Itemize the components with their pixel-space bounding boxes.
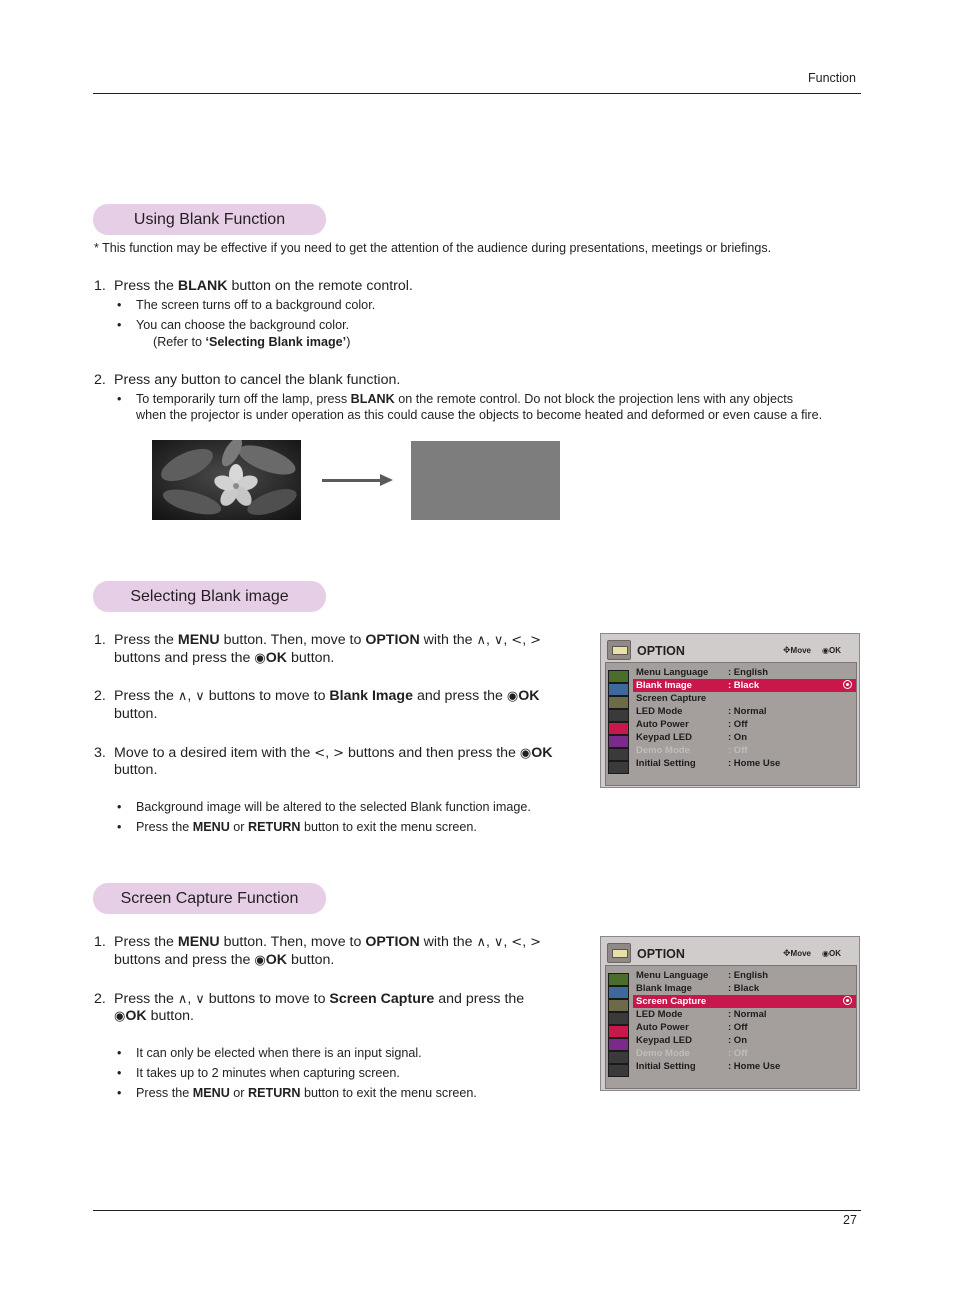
menu-row-value: : Normal xyxy=(728,706,767,717)
menu-row-value: : On xyxy=(728,732,747,743)
ok-icon: ◉ xyxy=(822,646,829,655)
menu-keyword: MENU xyxy=(192,820,230,834)
return-keyword: RETURN xyxy=(248,1086,301,1100)
section-title-selecting-blank: Selecting Blank image xyxy=(93,581,326,612)
bullet-text: It can only be elected when there is an input signal. xyxy=(136,1046,422,1060)
menu-row-value: : Off xyxy=(728,1048,748,1059)
step-text: Press the xyxy=(114,632,178,648)
menu-row-value: : Off xyxy=(728,719,748,730)
menu-row-label: Screen Capture xyxy=(636,996,707,1007)
option-menu-screenshot xyxy=(600,936,860,1091)
bullet-text: or xyxy=(229,1086,248,1100)
menu-row-initial-setting[interactable] xyxy=(633,757,856,770)
setup-category-icon xyxy=(608,748,629,761)
step-text: buttons to move to xyxy=(204,991,330,1007)
menu-row-label: Demo Mode xyxy=(636,1048,690,1059)
option-menu-icon xyxy=(607,640,631,660)
menu-row-menu-language[interactable] xyxy=(633,666,856,679)
bullet-text: The screen turns off to a background color. xyxy=(136,298,376,312)
menu-row-value: : English xyxy=(728,667,769,678)
step-text: Press any button to cancel the blank function. xyxy=(114,372,401,388)
menu-row-label: Keypad LED xyxy=(636,1035,692,1046)
up-arrow-icon: ∧ xyxy=(476,633,486,648)
up-arrow-icon: ∧ xyxy=(177,689,188,704)
section-title-screen-capture: Screen Capture Function xyxy=(93,883,326,914)
menu-row-initial-setting[interactable] xyxy=(633,1060,856,1073)
menu-keyword: MENU xyxy=(177,632,220,648)
menu-row-value: : Black xyxy=(728,983,760,994)
up-arrow-icon: ∧ xyxy=(177,992,188,1007)
option-category-icon xyxy=(608,1025,629,1038)
ok-keyword: OK xyxy=(531,745,553,761)
step-text: Move to a desired item with the xyxy=(114,745,315,761)
blank-keyword: BLANK xyxy=(350,392,395,406)
picture-category-icon xyxy=(608,973,629,986)
flower-photo xyxy=(152,440,301,520)
audio-category-icon xyxy=(608,696,629,709)
step-text: Press the xyxy=(114,991,178,1007)
arrow-line xyxy=(322,479,384,482)
blank-keyword: BLANK xyxy=(177,278,228,294)
option-keyword: OPTION xyxy=(365,632,420,648)
blank-function-note: * This function may be effective if you need to get the attention of the audience during presentations, meetings or briefings. xyxy=(94,241,772,255)
step-text: Press the xyxy=(114,278,178,294)
option-menu-screenshot xyxy=(600,633,860,788)
ok-keyword: OK xyxy=(265,650,288,666)
running-header: Function xyxy=(808,71,856,85)
menu-row-label: LED Mode xyxy=(636,1009,683,1020)
menu-row-blank-image[interactable] xyxy=(633,679,856,692)
menu-row-label: Menu Language xyxy=(636,667,709,678)
menu-category-icons xyxy=(605,967,630,1087)
page-number: 27 xyxy=(843,1213,857,1227)
menu-category-icons xyxy=(605,664,630,784)
ok-icon xyxy=(843,680,852,689)
picture-category-icon xyxy=(608,670,629,683)
menu-row-value: : English xyxy=(728,970,769,981)
ok-hint-label: OK xyxy=(828,646,841,655)
step-text: buttons and press the xyxy=(114,650,255,666)
step-text: and press the xyxy=(434,991,525,1007)
menu-row-auto-power[interactable] xyxy=(633,718,856,731)
step-number: 2. xyxy=(94,688,106,704)
menu-row-label: Blank Image xyxy=(636,680,692,691)
menu-row-demo-mode xyxy=(633,1047,856,1060)
step-text: button. Then, move to xyxy=(219,632,366,648)
blank-screen-image xyxy=(411,441,560,520)
step-text: buttons and then press the xyxy=(344,745,520,761)
move-hint xyxy=(783,646,811,656)
menu-row-label: Initial Setting xyxy=(636,1061,696,1072)
move-hint-label: Move xyxy=(790,646,811,655)
ok-icon: ◉ xyxy=(822,949,829,958)
option-category-icon xyxy=(608,722,629,735)
down-arrow-icon: ∨ xyxy=(195,992,205,1007)
bullet-text: button to exit the menu screen. xyxy=(300,1086,477,1100)
input-category-icon xyxy=(608,1064,629,1077)
menu-row-label: Auto Power xyxy=(636,719,689,730)
step-number: 1. xyxy=(94,934,106,950)
ok-hint xyxy=(822,646,841,655)
menu-row-label: LED Mode xyxy=(636,706,683,717)
menu-row-value: : Off xyxy=(728,745,748,756)
reference-text: (Refer to xyxy=(153,335,206,349)
menu-row-demo-mode xyxy=(633,744,856,757)
bullet-text: Press the xyxy=(136,820,193,834)
ok-keyword: OK xyxy=(265,952,288,968)
right-arrow-icon: > xyxy=(530,935,541,950)
bullet-text: Press the xyxy=(136,1086,193,1100)
blank-image-keyword: Blank Image xyxy=(329,688,413,704)
step-text: Press the xyxy=(114,934,178,950)
ok-hint xyxy=(822,949,841,958)
time-category-icon xyxy=(608,709,629,722)
reference-text: ) xyxy=(346,335,351,349)
step-text: with the xyxy=(419,632,477,648)
input-category-icon xyxy=(608,761,629,774)
menu-row-screen-capture[interactable] xyxy=(633,995,856,1008)
screen-category-icon xyxy=(608,986,629,999)
step-text: button on the remote control. xyxy=(227,278,413,294)
ok-icon: ◉ xyxy=(506,689,519,704)
screen-capture-keyword: Screen Capture xyxy=(329,991,435,1007)
menu-row-value: : Black xyxy=(728,680,760,691)
down-arrow-icon: ∨ xyxy=(195,689,205,704)
menu-row-keypad-led[interactable] xyxy=(633,731,856,744)
menu-row-screen-capture[interactable] xyxy=(633,692,856,705)
step-number: 2. xyxy=(94,991,106,1007)
footer-rule xyxy=(93,1210,861,1211)
menu-row-label: Menu Language xyxy=(636,970,709,981)
menu-keyword: MENU xyxy=(192,1086,230,1100)
setup-category-icon xyxy=(608,1051,629,1064)
menu-row-blank-image[interactable] xyxy=(633,982,856,995)
menu-row-label: Keypad LED xyxy=(636,732,692,743)
menu-row-keypad-led[interactable] xyxy=(633,1034,856,1047)
menu-row-menu-language[interactable] xyxy=(633,969,856,982)
ok-hint-label: OK xyxy=(828,949,841,958)
step-text: button. xyxy=(146,1008,194,1024)
bullet-text: button to exit the menu screen. xyxy=(300,820,477,834)
option-menu-title: OPTION xyxy=(637,947,685,961)
step-number: 1. xyxy=(94,278,106,294)
option-menu-title: OPTION xyxy=(637,644,685,658)
ok-icon: ◉ xyxy=(114,1009,126,1024)
audio-category-icon xyxy=(608,999,629,1012)
move-icon: ✥ xyxy=(783,949,791,959)
time-category-icon xyxy=(608,1012,629,1025)
menu-row-auto-power[interactable] xyxy=(633,1021,856,1034)
menu-row-value: : Off xyxy=(728,1022,748,1033)
step-text: button. xyxy=(114,706,158,722)
step-text: buttons to move to xyxy=(204,688,330,704)
step-text: with the xyxy=(419,934,477,950)
option-keyword: OPTION xyxy=(365,934,420,950)
step-text: button. xyxy=(287,952,335,968)
step-text: Press the xyxy=(114,688,178,704)
menu-row-value: : Home Use xyxy=(728,758,781,769)
menu-row-label: Screen Capture xyxy=(636,693,707,704)
header-rule xyxy=(93,93,861,94)
reference-link-text: ‘Selecting Blank image’ xyxy=(205,335,347,349)
menu-keyword: MENU xyxy=(177,934,220,950)
menu-row-label: Demo Mode xyxy=(636,745,690,756)
right-arrow-icon: > xyxy=(530,633,541,648)
ok-icon xyxy=(843,996,852,1005)
menu-row-value: : Home Use xyxy=(728,1061,781,1072)
menu-row-value: : Normal xyxy=(728,1009,767,1020)
ok-keyword: OK xyxy=(125,1008,147,1024)
step-text: and press the xyxy=(413,688,507,704)
section-title-blank-function: Using Blank Function xyxy=(93,204,326,235)
step-number: 1. xyxy=(94,632,106,648)
ok-icon: ◉ xyxy=(254,953,266,968)
bullet-text: You can choose the background color. xyxy=(136,318,350,332)
option-menu-icon xyxy=(607,943,631,963)
move-hint-label: Move xyxy=(790,949,811,958)
menu-row-value: : On xyxy=(728,1035,747,1046)
bullet-text: or xyxy=(229,820,248,834)
menu-row-label: Initial Setting xyxy=(636,758,696,769)
return-keyword: RETURN xyxy=(248,820,301,834)
bullet-text: when the projector is under operation as this could cause the objects to become heated and deformed or even cause a fire. xyxy=(136,408,823,422)
left-arrow-icon: < xyxy=(314,746,326,761)
bullet-text: on the remote control. Do not block the projection lens with any objects xyxy=(394,392,794,406)
ok-icon: ◉ xyxy=(254,651,266,666)
menu-row-label: Blank Image xyxy=(636,983,692,994)
step-text: buttons and press the xyxy=(114,952,255,968)
menu-row-led-mode[interactable] xyxy=(633,1008,856,1021)
screen-category-icon xyxy=(608,683,629,696)
bullet-text: It takes up to 2 minutes when capturing screen. xyxy=(136,1066,400,1080)
step-text: button. xyxy=(114,762,158,778)
step-number: 2. xyxy=(94,372,106,388)
flower-image xyxy=(152,440,301,520)
right-arrow-icon: > xyxy=(333,746,344,761)
info-category-icon xyxy=(608,1038,629,1051)
arrow-head-icon xyxy=(380,474,393,486)
step-text: button. Then, move to xyxy=(219,934,366,950)
down-arrow-icon: ∨ xyxy=(493,633,504,648)
up-arrow-icon: ∧ xyxy=(476,935,486,950)
ok-keyword: OK xyxy=(518,688,540,704)
bullet-text: To temporarily turn off the lamp, press xyxy=(136,392,351,406)
info-category-icon xyxy=(608,735,629,748)
bullet-text: Background image will be altered to the selected Blank function image. xyxy=(136,800,531,814)
left-arrow-icon: < xyxy=(511,935,523,950)
move-hint xyxy=(783,949,811,959)
step-number: 3. xyxy=(94,745,106,761)
menu-row-label: Auto Power xyxy=(636,1022,689,1033)
left-arrow-icon: < xyxy=(511,633,523,648)
menu-row-led-mode[interactable] xyxy=(633,705,856,718)
down-arrow-icon: ∨ xyxy=(493,935,504,950)
step-text: button. xyxy=(287,650,335,666)
move-icon: ✥ xyxy=(783,646,791,656)
ok-icon: ◉ xyxy=(519,746,532,761)
